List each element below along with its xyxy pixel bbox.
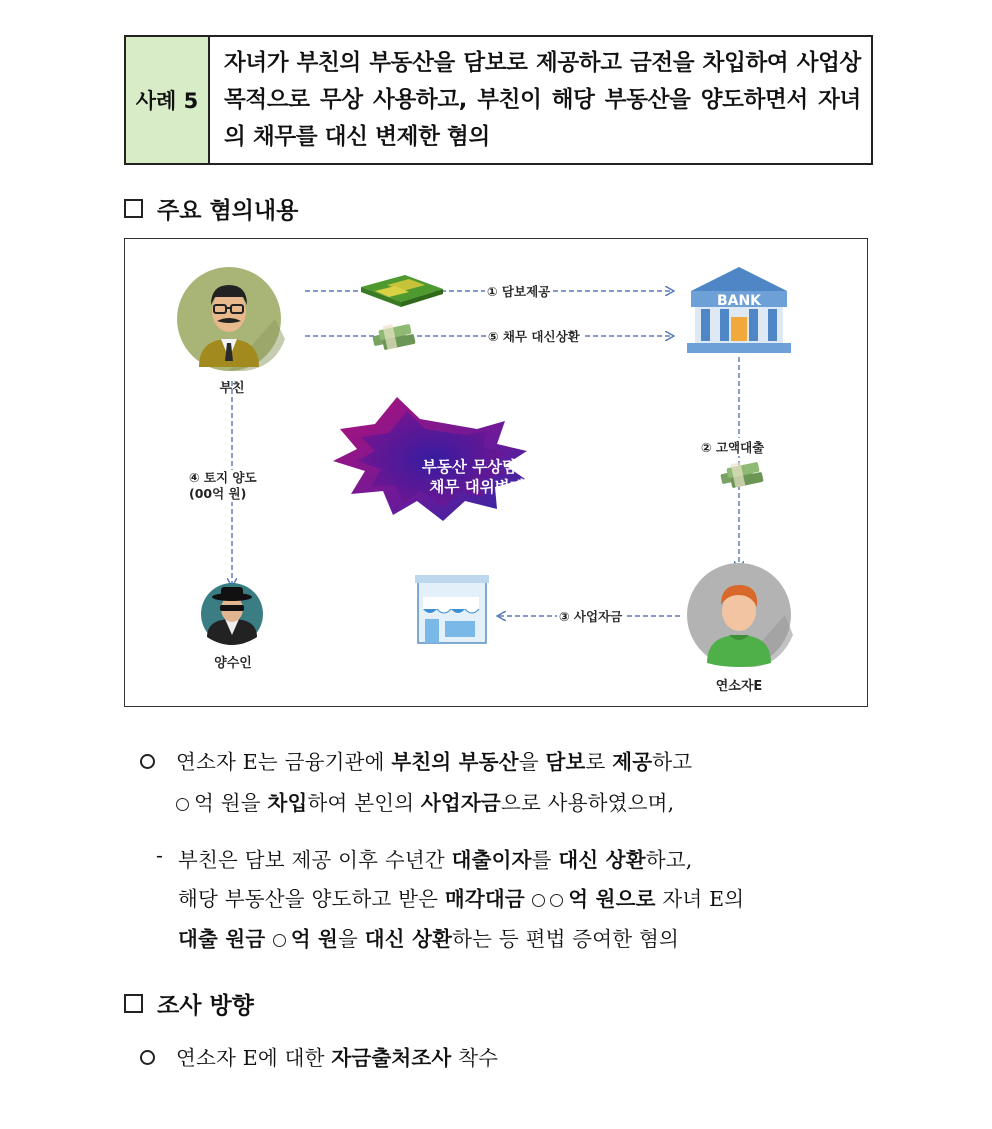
person-label-young-e: 연소자E <box>715 679 763 694</box>
flow-label-business-funds: ③ 사업자금 <box>559 609 623 624</box>
bold-text: 자금출처조사 <box>331 1046 452 1070</box>
circle-bullet-icon <box>140 1050 155 1065</box>
bold-text: 사업자금 <box>420 791 501 815</box>
person-label-father: 부친 <box>219 381 245 396</box>
cash-icon <box>720 462 763 488</box>
bold-text: 대출이자 <box>451 848 532 872</box>
section-title: 조사 방향 <box>157 993 254 1019</box>
circle-placeholder-icon <box>176 798 189 811</box>
text: 으로 사용하였으며, <box>500 791 675 815</box>
text: 로 <box>585 750 613 774</box>
land-icon <box>361 275 443 307</box>
section-heading-investigation <box>124 987 254 1020</box>
case-header-box <box>124 35 873 165</box>
flow-label-loan: ② 고액대출 <box>701 440 765 455</box>
text: 하는 등 편법 증여한 혐의 <box>452 927 680 951</box>
bold-text: 부친의 부동산 <box>391 750 519 774</box>
text: 해당 부동산을 양도하고 받은 <box>178 887 445 911</box>
land-transfer-line2: (00억 원) <box>189 486 247 501</box>
bank-sign: BANK <box>716 293 762 309</box>
store-icon <box>415 575 489 643</box>
text: 하고, <box>645 848 693 872</box>
text: 를 <box>531 848 559 872</box>
person-label-transferee: 양수인 <box>214 656 252 671</box>
cash-icon <box>372 324 415 350</box>
text: 하고 <box>652 750 693 774</box>
circle-placeholder-icon <box>532 894 545 907</box>
bold-text: 매각대금 <box>444 887 533 911</box>
circle-placeholder-icon <box>273 934 286 947</box>
center-text-line2: 채무 대위변제 <box>429 478 525 496</box>
case-label: 사례 5 <box>126 37 210 163</box>
center-star-text <box>387 457 567 497</box>
bold-text: 제공 <box>612 750 653 774</box>
text: 연소자 E는 금융기관에 <box>176 750 392 774</box>
transferee-icon <box>201 583 263 645</box>
bold-text: 대신 상환 <box>364 927 453 951</box>
text: 하여 본인의 <box>307 791 421 815</box>
text: 억 원을 <box>194 791 268 815</box>
paragraph-2-line-2 <box>178 882 744 912</box>
bold-text: 대신 상환 <box>558 848 646 872</box>
flow-diagram <box>124 238 868 707</box>
bank-icon <box>687 267 791 353</box>
section-title: 주요 혐의내용 <box>157 198 299 224</box>
section-heading-main-suspicion <box>124 192 298 225</box>
text: 착수 <box>451 1046 499 1070</box>
circle-bullet-icon <box>140 754 155 769</box>
flow-label-debt-repayment: ⑤ 채무 대신상환 <box>488 329 580 344</box>
bold-text: 억 원으로 <box>568 887 656 911</box>
paragraph-2-line-3 <box>178 922 679 952</box>
paragraph-1-line-2 <box>176 786 674 816</box>
dash-marker: - <box>156 843 164 867</box>
text: 연소자 E에 대한 <box>176 1046 332 1070</box>
bold-text: 차입 <box>267 791 308 815</box>
paragraph-3-line-1 <box>176 1041 498 1071</box>
bold-text: 대출 원금 <box>178 927 273 951</box>
bold-text: 억 원 <box>290 927 339 951</box>
father-icon <box>177 267 285 371</box>
text: 을 <box>518 750 546 774</box>
case-title: 자녀가 부친의 부동산을 담보로 제공하고 금전을 차입하여 사업상 목적으로 무상 사용하고, 부친이 해당 부동산을 양도하면서 자녀의 채무를 대신 변제한 혐의 <box>224 50 861 150</box>
center-text-line1: 부동산 무상담보 <box>421 458 533 476</box>
text: 부친은 담보 제공 이후 수년간 <box>178 848 452 872</box>
flow-label-land-transfer <box>187 470 259 502</box>
circle-placeholder-icon <box>550 894 563 907</box>
checkbox-square-icon <box>124 199 143 218</box>
bold-text: 담보 <box>545 750 586 774</box>
flow-label-collateral: ① 담보제공 <box>487 284 551 299</box>
paragraph-2-line-1 <box>178 843 692 873</box>
paragraph-1-line-1 <box>176 745 692 775</box>
land-transfer-line1: ④ 토지 양도 <box>189 470 257 485</box>
text: 자녀 E의 <box>655 887 745 911</box>
young-person-icon <box>687 563 793 667</box>
text: 을 <box>338 927 365 951</box>
checkbox-square-icon <box>124 994 143 1013</box>
